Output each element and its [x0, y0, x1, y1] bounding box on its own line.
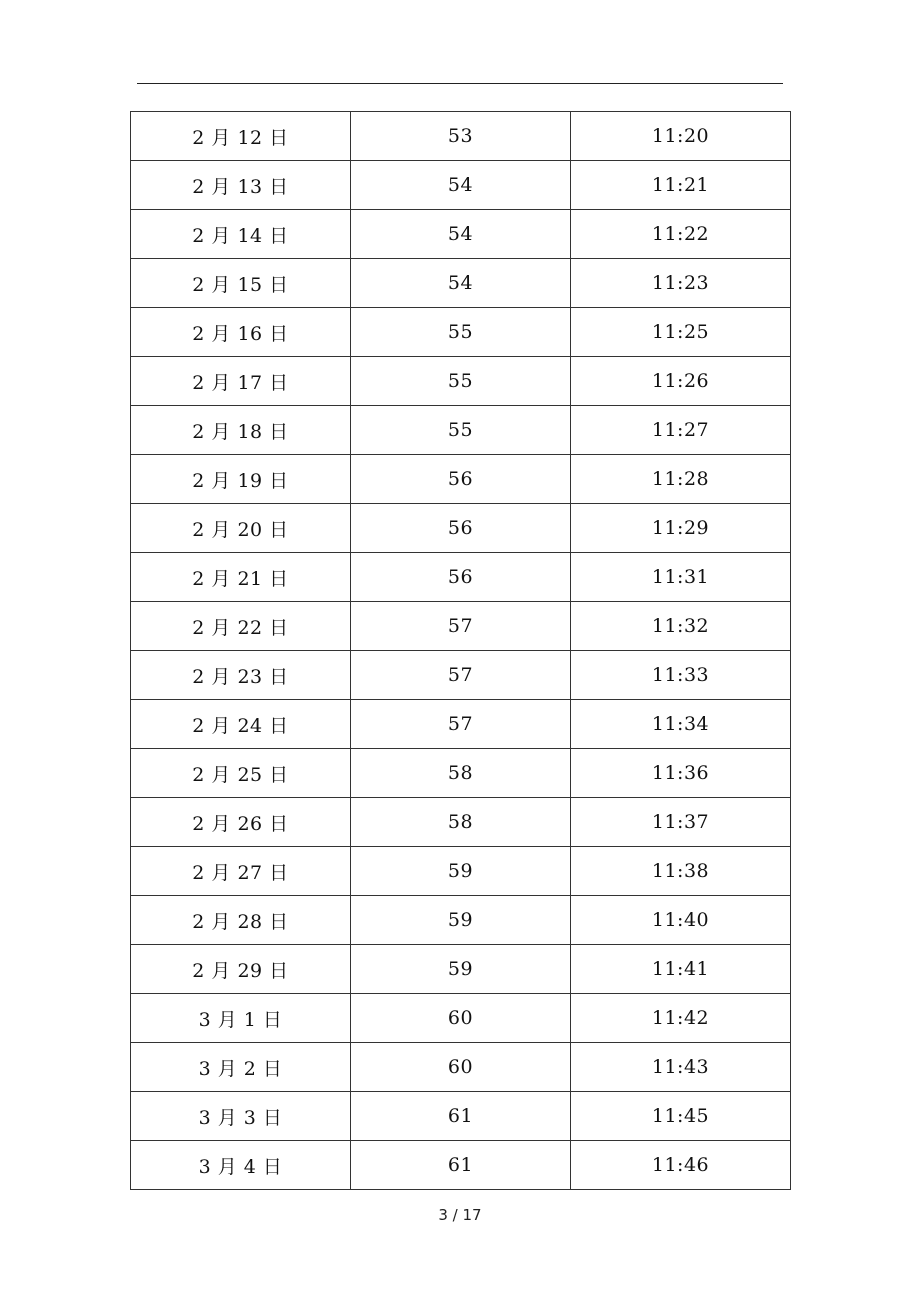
value-cell: 53 [351, 112, 571, 161]
time-cell: 11:34 [571, 700, 791, 749]
table-body [131, 112, 791, 1190]
value-cell: 56 [351, 553, 571, 602]
time-cell: 11:21 [571, 161, 791, 210]
table-row [131, 161, 791, 210]
table-row [131, 210, 791, 259]
value-cell: 55 [351, 357, 571, 406]
table-row [131, 1141, 791, 1190]
time-cell: 11:37 [571, 798, 791, 847]
time-cell: 11:31 [571, 553, 791, 602]
time-cell: 11:38 [571, 847, 791, 896]
value-cell: 57 [351, 602, 571, 651]
table-row [131, 112, 791, 161]
value-cell: 56 [351, 504, 571, 553]
value-cell: 57 [351, 700, 571, 749]
time-cell: 11:40 [571, 896, 791, 945]
data-table [130, 111, 791, 1190]
date-cell: 2 月 21 日 [131, 553, 351, 602]
table-row [131, 406, 791, 455]
date-cell: 2 月 12 日 [131, 112, 351, 161]
table-row [131, 847, 791, 896]
time-cell: 11:33 [571, 651, 791, 700]
table-row [131, 994, 791, 1043]
value-cell: 54 [351, 210, 571, 259]
date-cell: 2 月 23 日 [131, 651, 351, 700]
date-cell: 2 月 26 日 [131, 798, 351, 847]
table-row [131, 259, 791, 308]
value-cell: 60 [351, 994, 571, 1043]
value-cell: 54 [351, 259, 571, 308]
date-cell: 2 月 17 日 [131, 357, 351, 406]
table-row [131, 798, 791, 847]
time-cell: 11:20 [571, 112, 791, 161]
table-row [131, 553, 791, 602]
time-cell: 11:23 [571, 259, 791, 308]
date-cell: 2 月 28 日 [131, 896, 351, 945]
date-cell: 3 月 1 日 [131, 994, 351, 1043]
time-cell: 11:25 [571, 308, 791, 357]
table-row [131, 896, 791, 945]
value-cell: 59 [351, 945, 571, 994]
time-cell: 11:42 [571, 994, 791, 1043]
date-cell: 2 月 27 日 [131, 847, 351, 896]
date-cell: 2 月 14 日 [131, 210, 351, 259]
value-cell: 59 [351, 847, 571, 896]
date-cell: 3 月 2 日 [131, 1043, 351, 1092]
date-cell: 2 月 25 日 [131, 749, 351, 798]
time-cell: 11:22 [571, 210, 791, 259]
table-row [131, 455, 791, 504]
value-cell: 54 [351, 161, 571, 210]
time-cell: 11:41 [571, 945, 791, 994]
table-row [131, 700, 791, 749]
date-cell: 2 月 13 日 [131, 161, 351, 210]
time-cell: 11:28 [571, 455, 791, 504]
value-cell: 56 [351, 455, 571, 504]
table-row [131, 945, 791, 994]
table-row [131, 651, 791, 700]
header-rule [137, 83, 783, 84]
date-cell: 3 月 3 日 [131, 1092, 351, 1141]
date-cell: 2 月 18 日 [131, 406, 351, 455]
table-row [131, 749, 791, 798]
value-cell: 57 [351, 651, 571, 700]
value-cell: 58 [351, 749, 571, 798]
time-cell: 11:27 [571, 406, 791, 455]
table-row [131, 1092, 791, 1141]
value-cell: 55 [351, 308, 571, 357]
date-cell: 2 月 29 日 [131, 945, 351, 994]
value-cell: 61 [351, 1141, 571, 1190]
value-cell: 61 [351, 1092, 571, 1141]
date-cell: 2 月 19 日 [131, 455, 351, 504]
value-cell: 55 [351, 406, 571, 455]
table-row [131, 504, 791, 553]
value-cell: 60 [351, 1043, 571, 1092]
time-cell: 11:36 [571, 749, 791, 798]
table-row [131, 357, 791, 406]
time-cell: 11:43 [571, 1043, 791, 1092]
date-cell: 2 月 22 日 [131, 602, 351, 651]
time-cell: 11:46 [571, 1141, 791, 1190]
date-cell: 2 月 16 日 [131, 308, 351, 357]
date-cell: 2 月 24 日 [131, 700, 351, 749]
time-cell: 11:32 [571, 602, 791, 651]
value-cell: 59 [351, 896, 571, 945]
time-cell: 11:26 [571, 357, 791, 406]
table-row [131, 602, 791, 651]
table-row [131, 308, 791, 357]
time-cell: 11:29 [571, 504, 791, 553]
page-number: 3 / 17 [438, 1206, 482, 1224]
table-row [131, 1043, 791, 1092]
date-cell: 3 月 4 日 [131, 1141, 351, 1190]
time-cell: 11:45 [571, 1092, 791, 1141]
date-cell: 2 月 15 日 [131, 259, 351, 308]
date-cell: 2 月 20 日 [131, 504, 351, 553]
value-cell: 58 [351, 798, 571, 847]
